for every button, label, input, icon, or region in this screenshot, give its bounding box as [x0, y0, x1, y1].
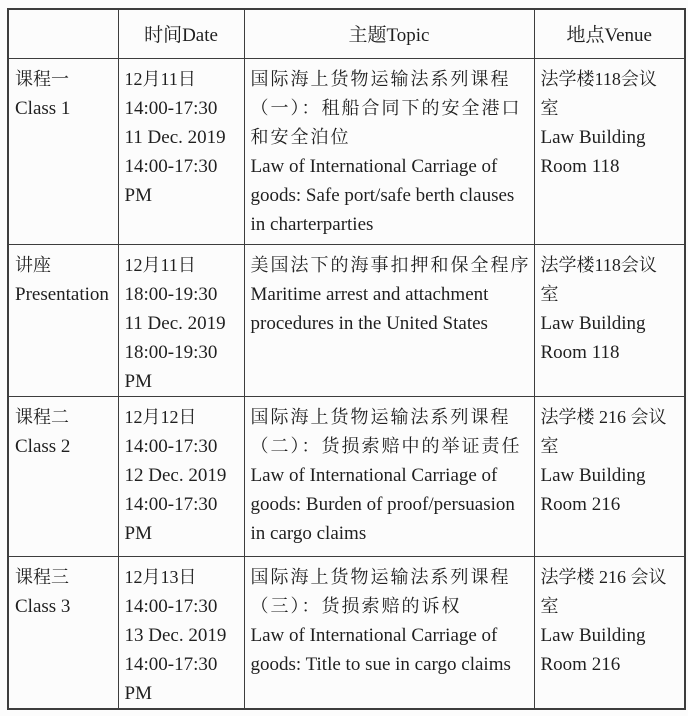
- text-line: 14:00-17:30: [124, 595, 218, 617]
- text-line: Room 118: [540, 341, 620, 363]
- text-line: Presentation: [15, 283, 109, 305]
- topic-cell: [244, 396, 534, 556]
- text-line: 12月11日: [124, 68, 196, 89]
- text-line: 14:00-17:30: [124, 97, 218, 119]
- text-line: 11 Dec. 2019: [124, 312, 226, 334]
- text-line: 室: [540, 595, 559, 616]
- date-cell: [118, 244, 244, 396]
- text-line: goods: Title to sue in cargo claims: [250, 653, 511, 675]
- text-line: 12月13日: [124, 566, 197, 587]
- text-line: 课程一: [15, 68, 69, 89]
- header-blank: [8, 9, 118, 58]
- row-label-cell: [8, 58, 118, 244]
- topic-cell: [244, 244, 534, 396]
- header-date: 时间Date: [118, 9, 244, 58]
- text-line: 课程三: [15, 566, 69, 587]
- text-line: 14:00-17:30: [124, 435, 218, 457]
- row-label-cell: [8, 396, 118, 556]
- header-venue: 地点Venue: [534, 9, 685, 58]
- text-line: 法学楼 216 会议: [540, 406, 667, 427]
- text-line: 室: [540, 97, 559, 118]
- text-line: 室: [540, 435, 559, 456]
- text-line: Law of International Carriage of: [250, 155, 498, 177]
- text-line: 讲座: [15, 254, 51, 275]
- table-row-class3: [8, 556, 685, 709]
- text-line: procedures in the United States: [250, 312, 488, 334]
- header-row: [8, 9, 685, 58]
- venue-cell: [534, 396, 685, 556]
- text-line: Law of International Carriage of: [250, 464, 498, 486]
- text-line: 法学楼 216 会议: [540, 566, 667, 587]
- class-schedule-table: [7, 8, 686, 710]
- text-line: 和安全泊位: [250, 126, 351, 147]
- topic-cell: [244, 556, 534, 709]
- row-label-cell: [8, 244, 118, 396]
- text-line: 课程二: [15, 406, 69, 427]
- venue-cell: [534, 556, 685, 709]
- text-line: 法学楼118会议: [540, 68, 657, 89]
- row-label-cell: [8, 556, 118, 709]
- text-line: 室: [540, 283, 559, 304]
- text-line: Class 1: [15, 97, 71, 119]
- text-line: Law Building: [540, 126, 646, 148]
- text-line: goods: Burden of proof/persuasion: [250, 493, 515, 515]
- text-line: 14:00-17:30: [124, 653, 218, 675]
- text-line: in cargo claims: [250, 522, 367, 544]
- venue-cell: [534, 244, 685, 396]
- text-line: 14:00-17:30: [124, 493, 218, 515]
- text-line: 12 Dec. 2019: [124, 464, 227, 486]
- text-line: （一）：租船合同下的安全港口: [250, 97, 522, 118]
- text-line: （三）：货损索赔的诉权: [250, 595, 462, 616]
- date-cell: [118, 58, 244, 244]
- text-line: Room 118: [540, 155, 620, 177]
- header-topic: 主题Topic: [244, 9, 534, 58]
- text-line: 11 Dec. 2019: [124, 126, 226, 148]
- text-line: Law Building: [540, 312, 646, 334]
- date-cell: [118, 396, 244, 556]
- text-line: 13 Dec. 2019: [124, 624, 227, 646]
- venue-cell: [534, 58, 685, 244]
- text-line: goods: Safe port/safe berth clauses: [250, 184, 515, 206]
- text-line: Law Building: [540, 464, 646, 486]
- text-line: 美国法下的海事扣押和保全程序: [250, 254, 531, 275]
- text-line: 国际海上货物运输法系列课程: [250, 68, 511, 89]
- table-row-presentation: [8, 244, 685, 396]
- text-line: PM: [124, 370, 152, 392]
- text-line: Law of International Carriage of: [250, 624, 498, 646]
- text-line: in charterparties: [250, 213, 374, 235]
- text-line: 14:00-17:30: [124, 155, 218, 177]
- text-line: 18:00-19:30: [124, 283, 218, 305]
- text-line: （二）：货损索赔中的举证责任: [250, 435, 522, 456]
- text-line: 国际海上货物运输法系列课程: [250, 406, 511, 427]
- text-line: Class 2: [15, 435, 71, 457]
- table-row-class2: [8, 396, 685, 556]
- text-line: PM: [124, 682, 152, 704]
- table-row-class1: [8, 58, 685, 244]
- text-line: Maritime arrest and attachment: [250, 283, 489, 305]
- text-line: Room 216: [540, 653, 621, 675]
- text-line: Class 3: [15, 595, 71, 617]
- topic-cell: [244, 58, 534, 244]
- text-line: PM: [124, 184, 152, 206]
- text-line: 12月11日: [124, 254, 196, 275]
- text-line: 12月12日: [124, 406, 197, 427]
- text-line: 国际海上货物运输法系列课程: [250, 566, 511, 587]
- text-line: Room 216: [540, 493, 621, 515]
- text-line: PM: [124, 522, 152, 544]
- text-line: 18:00-19:30: [124, 341, 218, 363]
- text-line: Law Building: [540, 624, 646, 646]
- text-line: 法学楼118会议: [540, 254, 657, 275]
- date-cell: [118, 556, 244, 709]
